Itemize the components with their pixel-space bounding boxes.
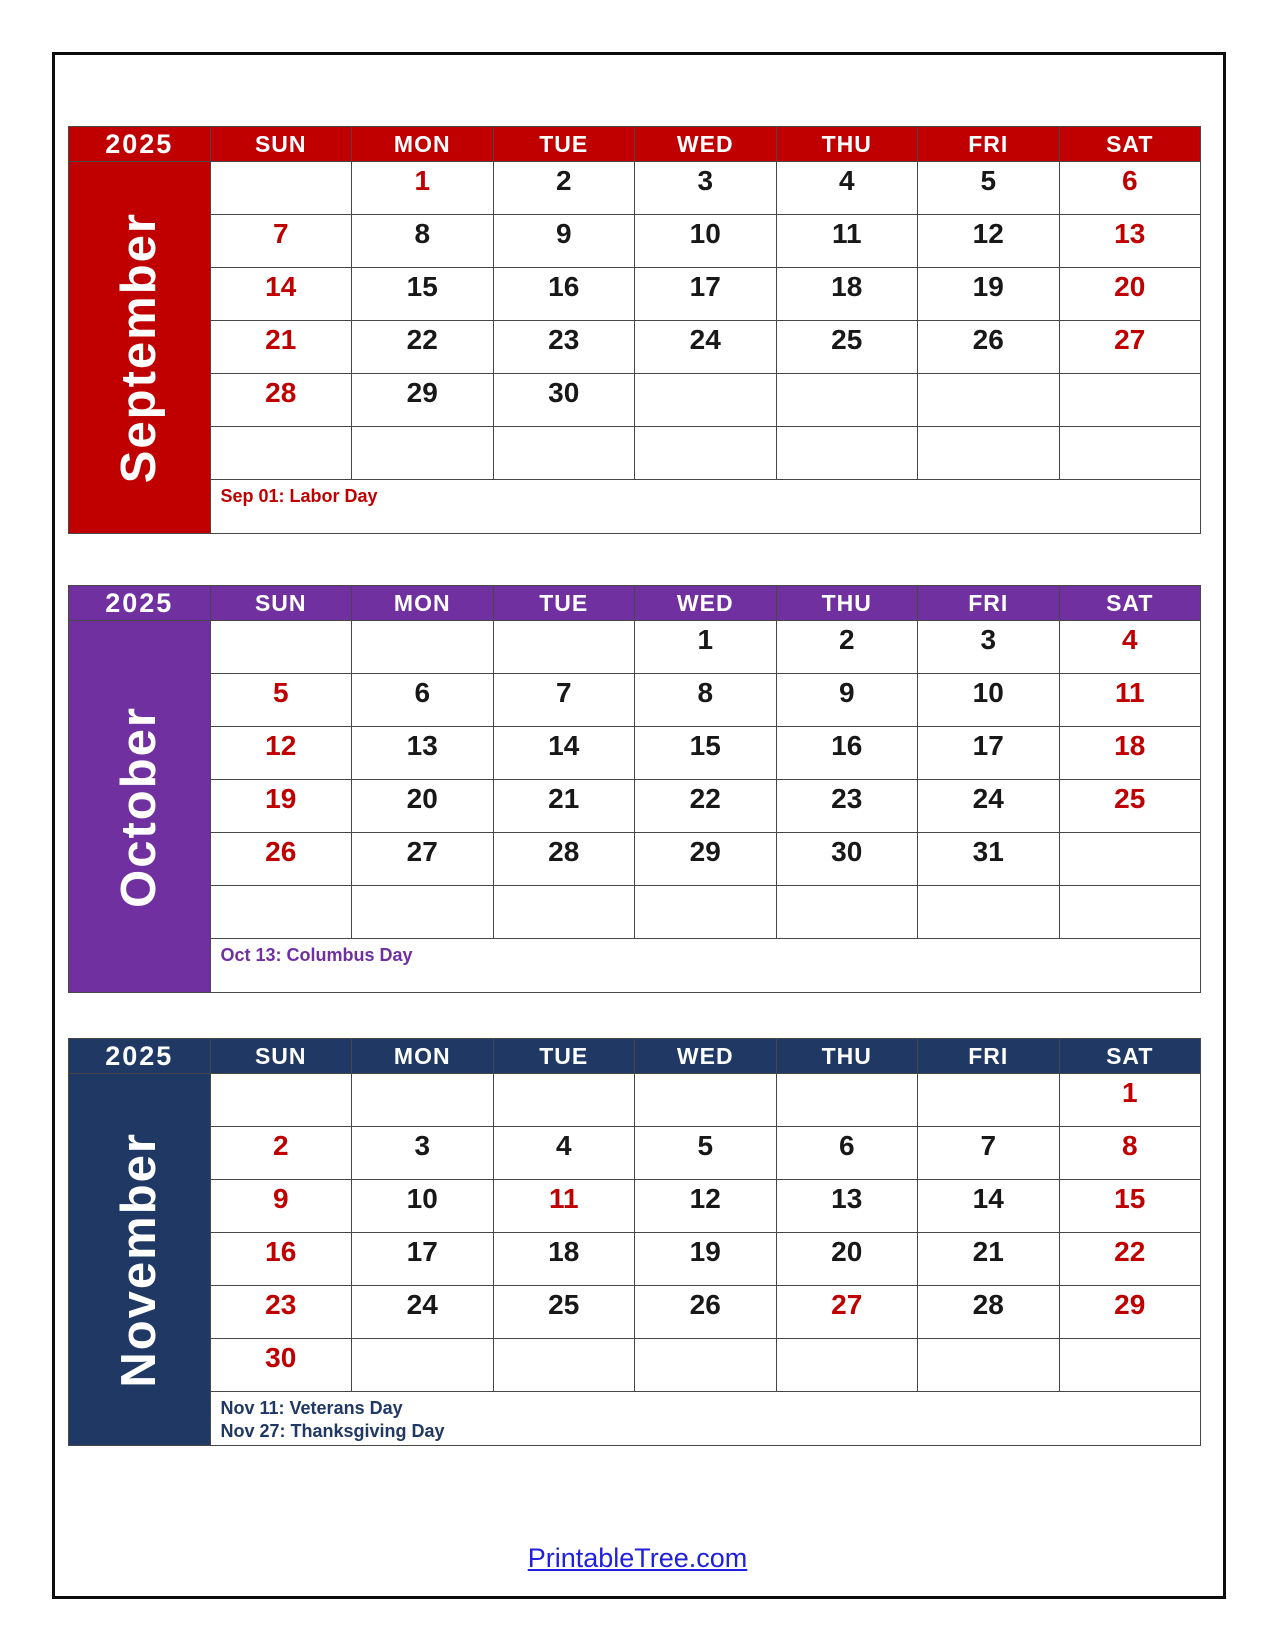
empty-day-cell <box>352 886 493 938</box>
year-label: 2025 <box>69 1039 210 1073</box>
day-header-fri: FRI <box>918 586 1059 620</box>
day-cell-7: 7 <box>494 674 635 726</box>
empty-day-cell <box>1060 374 1201 426</box>
empty-day-cell <box>1060 1339 1201 1391</box>
day-cell-10: 10 <box>635 215 776 267</box>
day-header-mon: MON <box>352 127 493 161</box>
day-header-sun: SUN <box>211 586 352 620</box>
empty-day-cell <box>1060 886 1201 938</box>
day-cell-18: 18 <box>1060 727 1201 779</box>
empty-day-cell <box>211 886 352 938</box>
day-cell-8: 8 <box>352 215 493 267</box>
day-cell-12: 12 <box>635 1180 776 1232</box>
day-cell-12: 12 <box>918 215 1059 267</box>
empty-day-cell <box>494 1074 635 1126</box>
day-cell-16: 16 <box>494 268 635 320</box>
empty-day-cell <box>777 1339 918 1391</box>
day-cell-22: 22 <box>1060 1233 1201 1285</box>
day-cell-28: 28 <box>494 833 635 885</box>
day-cell-5: 5 <box>635 1127 776 1179</box>
day-cell-19: 19 <box>635 1233 776 1285</box>
day-cell-8: 8 <box>1060 1127 1201 1179</box>
empty-day-cell <box>918 1339 1059 1391</box>
day-cell-19: 19 <box>918 268 1059 320</box>
day-cell-16: 16 <box>777 727 918 779</box>
day-cell-8: 8 <box>635 674 776 726</box>
month-banner <box>69 621 210 992</box>
day-header-tue: TUE <box>494 1039 635 1073</box>
day-cell-18: 18 <box>494 1233 635 1285</box>
day-header-fri: FRI <box>918 1039 1059 1073</box>
day-cell-24: 24 <box>352 1286 493 1338</box>
september-grid <box>68 126 1201 534</box>
empty-day-cell <box>352 1339 493 1391</box>
holiday-notes <box>211 1392 1201 1445</box>
day-header-wed: WED <box>635 586 776 620</box>
empty-day-cell <box>211 162 352 214</box>
day-cell-21: 21 <box>494 780 635 832</box>
empty-day-cell <box>635 374 776 426</box>
day-cell-11: 11 <box>494 1180 635 1232</box>
day-cell-22: 22 <box>635 780 776 832</box>
day-cell-11: 11 <box>1060 674 1201 726</box>
day-cell-17: 17 <box>918 727 1059 779</box>
empty-day-cell <box>211 1074 352 1126</box>
day-cell-30: 30 <box>211 1339 352 1391</box>
day-header-wed: WED <box>635 127 776 161</box>
empty-day-cell <box>211 621 352 673</box>
empty-day-cell <box>352 1074 493 1126</box>
day-cell-19: 19 <box>211 780 352 832</box>
day-cell-12: 12 <box>211 727 352 779</box>
day-cell-5: 5 <box>918 162 1059 214</box>
day-cell-9: 9 <box>494 215 635 267</box>
empty-day-cell <box>777 374 918 426</box>
day-header-sat: SAT <box>1060 1039 1201 1073</box>
day-cell-1: 1 <box>352 162 493 214</box>
day-cell-10: 10 <box>918 674 1059 726</box>
day-cell-14: 14 <box>211 268 352 320</box>
holiday-note-line: Nov 27: Thanksgiving Day <box>220 1421 445 1442</box>
empty-day-cell <box>918 374 1059 426</box>
month-banner <box>69 162 210 533</box>
empty-day-cell <box>1060 427 1201 479</box>
day-cell-17: 17 <box>635 268 776 320</box>
day-cell-2: 2 <box>494 162 635 214</box>
day-cell-27: 27 <box>352 833 493 885</box>
day-cell-14: 14 <box>494 727 635 779</box>
day-cell-6: 6 <box>1060 162 1201 214</box>
holiday-notes <box>211 480 1201 533</box>
day-cell-1: 1 <box>1060 1074 1201 1126</box>
day-cell-13: 13 <box>777 1180 918 1232</box>
day-cell-2: 2 <box>777 621 918 673</box>
day-cell-26: 26 <box>211 833 352 885</box>
day-cell-22: 22 <box>352 321 493 373</box>
day-cell-10: 10 <box>352 1180 493 1232</box>
footer-link[interactable]: PrintableTree.com <box>527 1543 748 1573</box>
calendar-october <box>68 585 1201 993</box>
day-cell-24: 24 <box>918 780 1059 832</box>
day-cell-9: 9 <box>777 674 918 726</box>
day-cell-3: 3 <box>352 1127 493 1179</box>
day-header-sun: SUN <box>211 1039 352 1073</box>
day-header-thu: THU <box>777 586 918 620</box>
empty-day-cell <box>635 427 776 479</box>
month-name: November <box>111 1131 166 1388</box>
empty-day-cell <box>494 621 635 673</box>
day-cell-13: 13 <box>1060 215 1201 267</box>
day-cell-24: 24 <box>635 321 776 373</box>
day-cell-29: 29 <box>352 374 493 426</box>
day-cell-3: 3 <box>635 162 776 214</box>
day-cell-7: 7 <box>918 1127 1059 1179</box>
empty-day-cell <box>918 427 1059 479</box>
day-cell-21: 21 <box>918 1233 1059 1285</box>
day-header-wed: WED <box>635 1039 776 1073</box>
empty-day-cell <box>494 886 635 938</box>
day-cell-26: 26 <box>635 1286 776 1338</box>
day-cell-1: 1 <box>635 621 776 673</box>
day-cell-13: 13 <box>352 727 493 779</box>
november-grid <box>68 1038 1201 1446</box>
day-cell-25: 25 <box>777 321 918 373</box>
day-cell-5: 5 <box>211 674 352 726</box>
empty-day-cell <box>352 427 493 479</box>
day-cell-17: 17 <box>352 1233 493 1285</box>
day-cell-6: 6 <box>777 1127 918 1179</box>
empty-day-cell <box>1060 833 1201 885</box>
day-cell-18: 18 <box>777 268 918 320</box>
day-cell-16: 16 <box>211 1233 352 1285</box>
day-cell-6: 6 <box>352 674 493 726</box>
day-cell-15: 15 <box>352 268 493 320</box>
day-cell-7: 7 <box>211 215 352 267</box>
day-cell-27: 27 <box>777 1286 918 1338</box>
empty-day-cell <box>777 427 918 479</box>
day-cell-25: 25 <box>494 1286 635 1338</box>
month-name: September <box>111 211 166 484</box>
day-cell-23: 23 <box>494 321 635 373</box>
day-cell-11: 11 <box>777 215 918 267</box>
day-cell-25: 25 <box>1060 780 1201 832</box>
day-cell-23: 23 <box>211 1286 352 1338</box>
day-cell-20: 20 <box>777 1233 918 1285</box>
holiday-notes <box>211 939 1201 992</box>
day-cell-29: 29 <box>635 833 776 885</box>
day-cell-3: 3 <box>918 621 1059 673</box>
day-cell-26: 26 <box>918 321 1059 373</box>
day-header-tue: TUE <box>494 127 635 161</box>
day-header-fri: FRI <box>918 127 1059 161</box>
empty-day-cell <box>352 621 493 673</box>
day-header-mon: MON <box>352 1039 493 1073</box>
empty-day-cell <box>777 1074 918 1126</box>
empty-day-cell <box>918 1074 1059 1126</box>
day-cell-4: 4 <box>1060 621 1201 673</box>
day-cell-27: 27 <box>1060 321 1201 373</box>
page-footer <box>0 1543 1275 1574</box>
day-cell-21: 21 <box>211 321 352 373</box>
empty-day-cell <box>635 1074 776 1126</box>
day-header-thu: THU <box>777 1039 918 1073</box>
day-cell-23: 23 <box>777 780 918 832</box>
day-header-tue: TUE <box>494 586 635 620</box>
day-cell-15: 15 <box>635 727 776 779</box>
month-banner <box>69 1074 210 1445</box>
day-cell-28: 28 <box>918 1286 1059 1338</box>
year-label: 2025 <box>69 586 210 620</box>
holiday-note-line: Oct 13: Columbus Day <box>220 945 413 965</box>
empty-day-cell <box>494 427 635 479</box>
day-cell-31: 31 <box>918 833 1059 885</box>
day-cell-15: 15 <box>1060 1180 1201 1232</box>
day-cell-20: 20 <box>1060 268 1201 320</box>
holiday-note-line: Nov 11: Veterans Day <box>220 1398 403 1418</box>
holiday-note-line: Sep 01: Labor Day <box>220 486 378 506</box>
empty-day-cell <box>918 886 1059 938</box>
day-header-sat: SAT <box>1060 586 1201 620</box>
day-cell-30: 30 <box>494 374 635 426</box>
day-header-thu: THU <box>777 127 918 161</box>
day-cell-9: 9 <box>211 1180 352 1232</box>
day-cell-2: 2 <box>211 1127 352 1179</box>
empty-day-cell <box>494 1339 635 1391</box>
day-cell-30: 30 <box>777 833 918 885</box>
month-name: October <box>111 705 166 908</box>
day-cell-4: 4 <box>494 1127 635 1179</box>
october-grid <box>68 585 1201 993</box>
day-cell-4: 4 <box>777 162 918 214</box>
calendar-september <box>68 126 1201 534</box>
day-header-sat: SAT <box>1060 127 1201 161</box>
day-header-sun: SUN <box>211 127 352 161</box>
empty-day-cell <box>777 886 918 938</box>
day-header-mon: MON <box>352 586 493 620</box>
day-cell-20: 20 <box>352 780 493 832</box>
year-label: 2025 <box>69 127 210 161</box>
empty-day-cell <box>211 427 352 479</box>
empty-day-cell <box>635 886 776 938</box>
day-cell-28: 28 <box>211 374 352 426</box>
empty-day-cell <box>635 1339 776 1391</box>
calendar-november <box>68 1038 1201 1446</box>
day-cell-29: 29 <box>1060 1286 1201 1338</box>
day-cell-14: 14 <box>918 1180 1059 1232</box>
